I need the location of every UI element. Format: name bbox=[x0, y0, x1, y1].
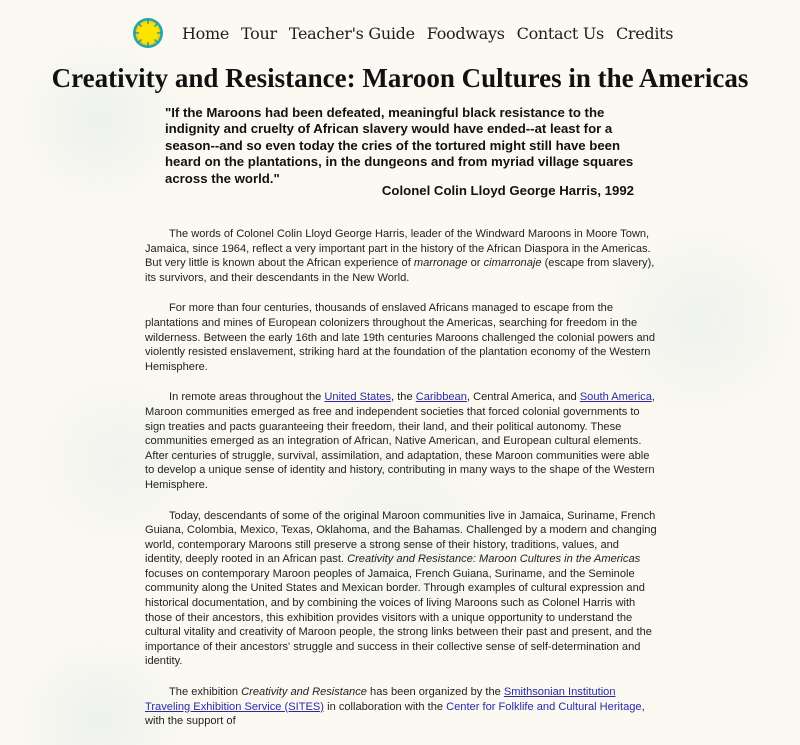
smithsonian-sunburst-icon[interactable] bbox=[133, 18, 163, 48]
paragraph-organizers bbox=[145, 685, 657, 729]
link-folklife-center[interactable]: Center for Folklife and Cultural Heritage bbox=[446, 700, 642, 713]
nav-credits[interactable]: Credits bbox=[615, 23, 674, 43]
link-sites[interactable]: Smithsonian Institution Traveling Exhibition Service (SITES) bbox=[145, 686, 616, 713]
text: , the bbox=[391, 391, 416, 404]
term-cimarronaje: cimarronaje bbox=[483, 257, 542, 270]
text: Today, descendants of some of the original Maroon communities live in Jamaica, Suriname, French Guiana, Colombia, Mexico, Texas, Oklahoma, and the Bahamas. Challenged by a modern and changing world, contemporary Maroons still preserve a strong sense of their history, traditions, values, and identity, deeply rooted in an African past. bbox=[145, 509, 657, 566]
nav-teachers-guide[interactable]: Teacher's Guide bbox=[288, 23, 415, 43]
top-navigation bbox=[133, 16, 685, 50]
epigraph-quote: "If the Maroons had been defeated, meaningful black resistance to the indignity and cruelty of African slavery would have ended--at least for a season--and so even today the cries of the tortured might still have been heard on the plantations, in the dungeons and from myriad village squares across the world." bbox=[165, 105, 634, 186]
paragraph-communities bbox=[145, 390, 657, 492]
text: or bbox=[467, 257, 484, 270]
paragraph-history: For more than four centuries, thousands of enslaved Africans managed to escape from the plantations and mines of European colonizers throughout the Americas, searching for freedom in the wilderness. Between the early 16th and late 19th centuries Maroons challenged the colonial powers and violently resisted enslavement, striking hard at the foundation of the plantation economy of the Western Hemisphere. bbox=[145, 302, 656, 373]
text: in collaboration with the bbox=[324, 700, 447, 713]
text: , Maroon communities emerged as free and independent societies that forced colonial governments to sign treaties and pacts guaranteeing their freedom, their land, and their political autonomy. These communities emerged as an integration of African, Native American, and European cultural elements. After centuries of struggle, survival, assimilation, and adaptation, these Maroon communities were able to develop a unique sense of identity and history, contributing in many ways to the shape of the Western Hemisphere. bbox=[145, 391, 655, 491]
paragraph-today bbox=[145, 509, 657, 670]
link-caribbean[interactable]: Caribbean bbox=[415, 391, 467, 404]
quote-attribution: Colonel Colin Lloyd George Harris, 1992 bbox=[381, 183, 634, 198]
text: focuses on contemporary Maroon peoples of Jamaica, French Guiana, Suriname, and the Seminole community along the United States and Mexican border. Through examples of cultural expression and historical documentation, and by combining the voices of living Maroons such as Colonel Harris with those of their ancestors, this exhibition provides visitors with a unique opportunity to understand the cultural vitality and creativity of Maroon people, the strong links between their past and present, and the importance of their ancestors' struggle and success in their collective sense of self-determination and identity. bbox=[145, 567, 652, 668]
link-united-states[interactable]: United States bbox=[324, 391, 392, 404]
nav-home[interactable]: Home bbox=[182, 23, 230, 43]
text: , Central America, and bbox=[466, 391, 580, 404]
nav-foodways[interactable]: Foodways bbox=[426, 23, 505, 43]
page-title: Creativity and Resistance: Maroon Cultures in the Americas bbox=[51, 63, 749, 93]
sunburst-rays-icon bbox=[133, 18, 163, 48]
nav-contact-us[interactable]: Contact Us bbox=[516, 23, 604, 43]
exhibition-title-short: Creativity and Resistance bbox=[241, 686, 367, 699]
nav-tour[interactable]: Tour bbox=[241, 23, 277, 43]
text: , with the support of bbox=[145, 700, 645, 728]
text: (escape from slavery), its survivors, and their descendants in the New World. bbox=[145, 257, 655, 284]
text: In remote areas throughout the bbox=[169, 391, 325, 404]
nav-links bbox=[182, 24, 685, 43]
text: The words of Colonel Colin Lloyd George Harris, leader of the Windward Maroons in Moore Town, Jamaica, since 1964, reflect a very important part in the history of the African Diaspora in the Americas. But very little is known about the African experience of bbox=[145, 228, 651, 270]
exhibition-title: Creativity and Resistance: Maroon Cultures in the Americas bbox=[347, 553, 641, 566]
text: has been organized by the bbox=[366, 686, 504, 699]
main-content bbox=[145, 227, 657, 745]
paragraph-intro bbox=[145, 227, 657, 285]
term-marronage: marronage bbox=[413, 257, 468, 270]
text: The exhibition bbox=[169, 686, 242, 699]
link-south-america[interactable]: South America bbox=[579, 391, 652, 404]
